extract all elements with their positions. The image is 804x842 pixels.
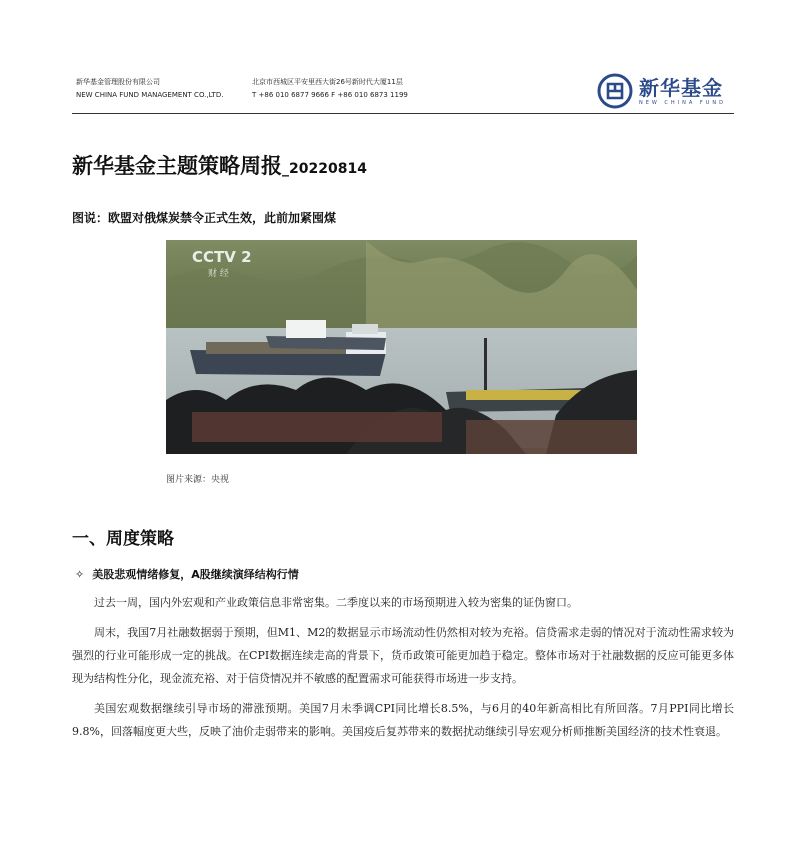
bullet-heading [75,566,299,582]
company-logo [597,72,726,110]
header-divider [72,113,734,114]
contact-info [252,76,408,102]
report-title [72,150,367,180]
cctv-watermark-logo: CCTV 2 [192,248,252,266]
paragraph-3: 美国宏观数据继续引导市场的滞涨预期。美国7月未季调CPI同比增长8.5%，与6月的40年新高相比有所回落。7月PPI同比增长9.8%，回落幅度更大些，反映了油价走弱带来的影响。美国疫后复苏带来的数据扰动继续引导宏观分析师推断美国经济的技术性衰退。 [72,702,734,738]
logo-text-en: NEW CHINA FUND [638,99,726,106]
new-china-fund-logo-icon [597,73,633,109]
report-date: _20220814 [282,161,367,177]
company-info [76,76,223,102]
company-name-cn: 新华基金管理股份有限公司 [76,78,160,86]
bullet-title: 美股悲观情绪修复，A股继续演绎结构行情 [92,568,299,581]
cctv-watermark-channel: 财 经 [208,269,229,279]
image-source: 图片来源：央视 [166,475,230,485]
page-header [72,72,734,114]
company-phone-fax: T +86 010 6877 9666 F +86 010 6873 1199 [252,91,408,99]
report-title-main: 新华基金主题策略周报 [72,154,282,178]
figure-caption: 图说：欧盟对俄煤炭禁令正式生效，此前加紧囤煤 [72,211,337,225]
paragraph-1: 过去一周，国内外宏观和产业政策信息非常密集。二季度以来的市场预期进入较为密集的证伪窗口。 [94,596,578,609]
paragraph-2: 周末，我国7月社融数据弱于预期，但M1、M2的数据显示市场流动性仍然相对较为充裕。信贷需求走弱的情况对于流动性需求较为强烈的行业可能形成一定的挑战。在CPI数据连续走高的背景下，货币政策可能更加趋于稳定。整体市场对于社融数据的反应可能更多体现为结构性分化，现金流充裕、对于信贷情况并不敏感的配置需求可能获得市场进一步支持。 [72,626,734,685]
news-photo-coal-barges [166,240,637,454]
logo-text-cn: 新华基金 [638,75,723,100]
company-name-en: NEW CHINA FUND MANAGEMENT CO.,LTD. [76,91,224,99]
diamond-star-icon: ✧ [75,567,85,581]
company-address: 北京市西城区平安里西大街26号新时代大厦11层 [252,78,403,86]
section-heading: 一、周度策略 [72,529,174,549]
